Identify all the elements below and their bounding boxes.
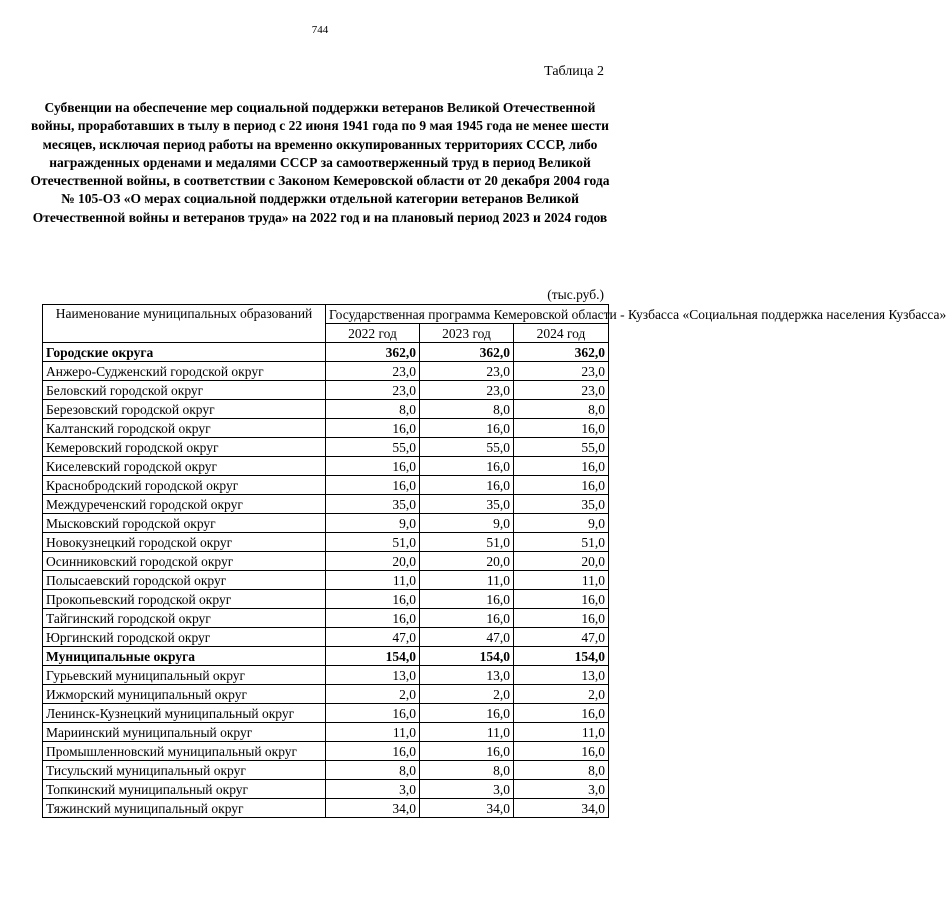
- value-2022-cell: 154,0: [326, 647, 420, 666]
- value-2022-cell: 13,0: [326, 666, 420, 685]
- value-2023-cell: 55,0: [420, 438, 514, 457]
- value-2023-cell: 362,0: [420, 343, 514, 362]
- value-2023-cell: 11,0: [420, 571, 514, 590]
- value-2024-cell: 3,0: [514, 780, 609, 799]
- value-2024-cell: 13,0: [514, 666, 609, 685]
- table-body: [43, 343, 609, 818]
- value-2024-cell: 23,0: [514, 381, 609, 400]
- municipality-name-cell: Тайгинский городской округ: [43, 609, 326, 628]
- value-2022-cell: 47,0: [326, 628, 420, 647]
- value-2023-cell: 16,0: [420, 742, 514, 761]
- value-2023-cell: 35,0: [420, 495, 514, 514]
- value-2024-cell: 154,0: [514, 647, 609, 666]
- value-2022-cell: 34,0: [326, 799, 420, 818]
- value-2023-cell: 16,0: [420, 704, 514, 723]
- value-2024-cell: 16,0: [514, 609, 609, 628]
- value-2024-cell: 11,0: [514, 723, 609, 742]
- value-2022-cell: 16,0: [326, 457, 420, 476]
- value-2022-cell: 16,0: [326, 476, 420, 495]
- municipality-name-cell: Прокопьевский городской округ: [43, 590, 326, 609]
- table-row: [43, 628, 609, 647]
- value-2024-cell: 35,0: [514, 495, 609, 514]
- table-group-row: [43, 647, 609, 666]
- value-2023-cell: 16,0: [420, 419, 514, 438]
- value-2022-cell: 16,0: [326, 419, 420, 438]
- municipality-name-cell: Юргинский городской округ: [43, 628, 326, 647]
- municipality-name-cell: Калтанский городской округ: [43, 419, 326, 438]
- table-row: [43, 495, 609, 514]
- value-2023-cell: 8,0: [420, 400, 514, 419]
- value-2022-cell: 2,0: [326, 685, 420, 704]
- value-2024-cell: 16,0: [514, 419, 609, 438]
- value-2023-cell: 20,0: [420, 552, 514, 571]
- table-group-row: [43, 343, 609, 362]
- value-2023-cell: 47,0: [420, 628, 514, 647]
- value-2023-cell: 9,0: [420, 514, 514, 533]
- value-2024-cell: 47,0: [514, 628, 609, 647]
- table-row: [43, 590, 609, 609]
- value-2022-cell: 16,0: [326, 590, 420, 609]
- municipality-name-cell: Мариинский муниципальный округ: [43, 723, 326, 742]
- table-row: [43, 799, 609, 818]
- table-label: Таблица 2: [544, 64, 604, 79]
- value-2023-cell: 16,0: [420, 476, 514, 495]
- table-row: [43, 780, 609, 799]
- value-2023-cell: 16,0: [420, 609, 514, 628]
- municipality-name-cell: Анжеро-Судженский городской округ: [43, 362, 326, 381]
- municipality-name-cell: Муниципальные округа: [43, 647, 326, 666]
- value-2022-cell: 8,0: [326, 400, 420, 419]
- value-2022-cell: 16,0: [326, 742, 420, 761]
- value-2022-cell: 23,0: [326, 362, 420, 381]
- value-2023-cell: 8,0: [420, 761, 514, 780]
- table-row: [43, 552, 609, 571]
- table-row: [43, 457, 609, 476]
- value-2023-cell: 16,0: [420, 590, 514, 609]
- value-2023-cell: 2,0: [420, 685, 514, 704]
- municipality-name-cell: Полысаевский городской округ: [43, 571, 326, 590]
- value-2024-cell: 23,0: [514, 362, 609, 381]
- table-row: [43, 438, 609, 457]
- value-2022-cell: 11,0: [326, 571, 420, 590]
- table-row: [43, 419, 609, 438]
- value-2024-cell: 20,0: [514, 552, 609, 571]
- municipality-name-cell: Тисульский муниципальный округ: [43, 761, 326, 780]
- table-row: [43, 666, 609, 685]
- value-2022-cell: 3,0: [326, 780, 420, 799]
- municipality-name-cell: Осинниковский городской округ: [43, 552, 326, 571]
- value-2023-cell: 51,0: [420, 533, 514, 552]
- subsidies-table: [42, 304, 946, 818]
- page-number: 744: [311, 24, 329, 36]
- value-2022-cell: 362,0: [326, 343, 420, 362]
- value-2022-cell: 16,0: [326, 609, 420, 628]
- value-2024-cell: 16,0: [514, 590, 609, 609]
- header-municipality: Наименование муниципальных образований: [43, 305, 326, 343]
- municipality-name-cell: Краснобродский городской округ: [43, 476, 326, 495]
- municipality-name-cell: Новокузнецкий городской округ: [43, 533, 326, 552]
- municipality-name-cell: Кемеровский городской округ: [43, 438, 326, 457]
- table-row: [43, 685, 609, 704]
- table-row: [43, 514, 609, 533]
- table-row: [43, 533, 609, 552]
- value-2023-cell: 23,0: [420, 381, 514, 400]
- value-2024-cell: 16,0: [514, 457, 609, 476]
- header-program: Государственная программа Кемеровской области - Кузбасса «Социальная поддержка населения Кузбасса»: [326, 305, 609, 324]
- table-row: [43, 571, 609, 590]
- municipality-name-cell: Промышленновский муниципальный округ: [43, 742, 326, 761]
- value-2024-cell: 11,0: [514, 571, 609, 590]
- municipality-name-cell: Беловский городской округ: [43, 381, 326, 400]
- table-row: [43, 400, 609, 419]
- value-2024-cell: 34,0: [514, 799, 609, 818]
- municipality-name-cell: Мысковский городской округ: [43, 514, 326, 533]
- value-2022-cell: 16,0: [326, 704, 420, 723]
- value-2023-cell: 34,0: [420, 799, 514, 818]
- municipality-name-cell: Березовский городской округ: [43, 400, 326, 419]
- municipality-name-cell: Киселевский городской округ: [43, 457, 326, 476]
- value-2022-cell: 23,0: [326, 381, 420, 400]
- value-2023-cell: 11,0: [420, 723, 514, 742]
- header-year-2023: 2023 год: [420, 324, 514, 343]
- municipality-name-cell: Топкинский муниципальный округ: [43, 780, 326, 799]
- municipality-name-cell: Ижморский муниципальный округ: [43, 685, 326, 704]
- value-2024-cell: 9,0: [514, 514, 609, 533]
- value-2023-cell: 23,0: [420, 362, 514, 381]
- value-2024-cell: 2,0: [514, 685, 609, 704]
- value-2024-cell: 8,0: [514, 761, 609, 780]
- table-row: [43, 476, 609, 495]
- value-2024-cell: 51,0: [514, 533, 609, 552]
- header-year-2022: 2022 год: [326, 324, 420, 343]
- value-2023-cell: 16,0: [420, 457, 514, 476]
- municipality-name-cell: Тяжинский муниципальный округ: [43, 799, 326, 818]
- value-2023-cell: 3,0: [420, 780, 514, 799]
- value-2024-cell: 362,0: [514, 343, 609, 362]
- value-2024-cell: 16,0: [514, 742, 609, 761]
- municipality-name-cell: Междуреченский городской округ: [43, 495, 326, 514]
- value-2023-cell: 154,0: [420, 647, 514, 666]
- value-2024-cell: 55,0: [514, 438, 609, 457]
- value-2024-cell: 8,0: [514, 400, 609, 419]
- value-2022-cell: 9,0: [326, 514, 420, 533]
- value-2022-cell: 35,0: [326, 495, 420, 514]
- value-2023-cell: 13,0: [420, 666, 514, 685]
- value-2022-cell: 51,0: [326, 533, 420, 552]
- table-row: [43, 761, 609, 780]
- table-row: [43, 609, 609, 628]
- value-2022-cell: 55,0: [326, 438, 420, 457]
- value-2024-cell: 16,0: [514, 704, 609, 723]
- units-label: (тыс.руб.): [547, 287, 604, 302]
- table-row: [43, 742, 609, 761]
- municipality-name-cell: Ленинск-Кузнецкий муниципальный округ: [43, 704, 326, 723]
- table-row: [43, 362, 609, 381]
- value-2024-cell: 16,0: [514, 476, 609, 495]
- header-year-2024: 2024 год: [514, 324, 609, 343]
- municipality-name-cell: Городские округа: [43, 343, 326, 362]
- municipality-name-cell: Гурьевский муниципальный округ: [43, 666, 326, 685]
- value-2022-cell: 8,0: [326, 761, 420, 780]
- value-2022-cell: 11,0: [326, 723, 420, 742]
- table-row: [43, 381, 609, 400]
- value-2022-cell: 20,0: [326, 552, 420, 571]
- document-title: Субвенции на обеспечение мер социальной поддержки ветеранов Великой Отечественной войны, проработавших в тылу в период с 22 июня 1941 года по 9 мая 1945 года не менее шести месяцев, исключая период работы на временно оккупированных территориях СССР, либо награжденных орденами и медалями СССР за самоотверженный труд в период Великой Отечественной войны, в соответствии с Законом Кемеровской области от 20 декабря 2004 года № 105-ОЗ «О мерах социальной поддержки отдельной категории ветеранов Великой Отечественной войны и ветеранов труда» на 2022 год и на плановый период 2023 и 2024 годов: [30, 100, 610, 225]
- table-row: [43, 704, 609, 723]
- table-row: [43, 723, 609, 742]
